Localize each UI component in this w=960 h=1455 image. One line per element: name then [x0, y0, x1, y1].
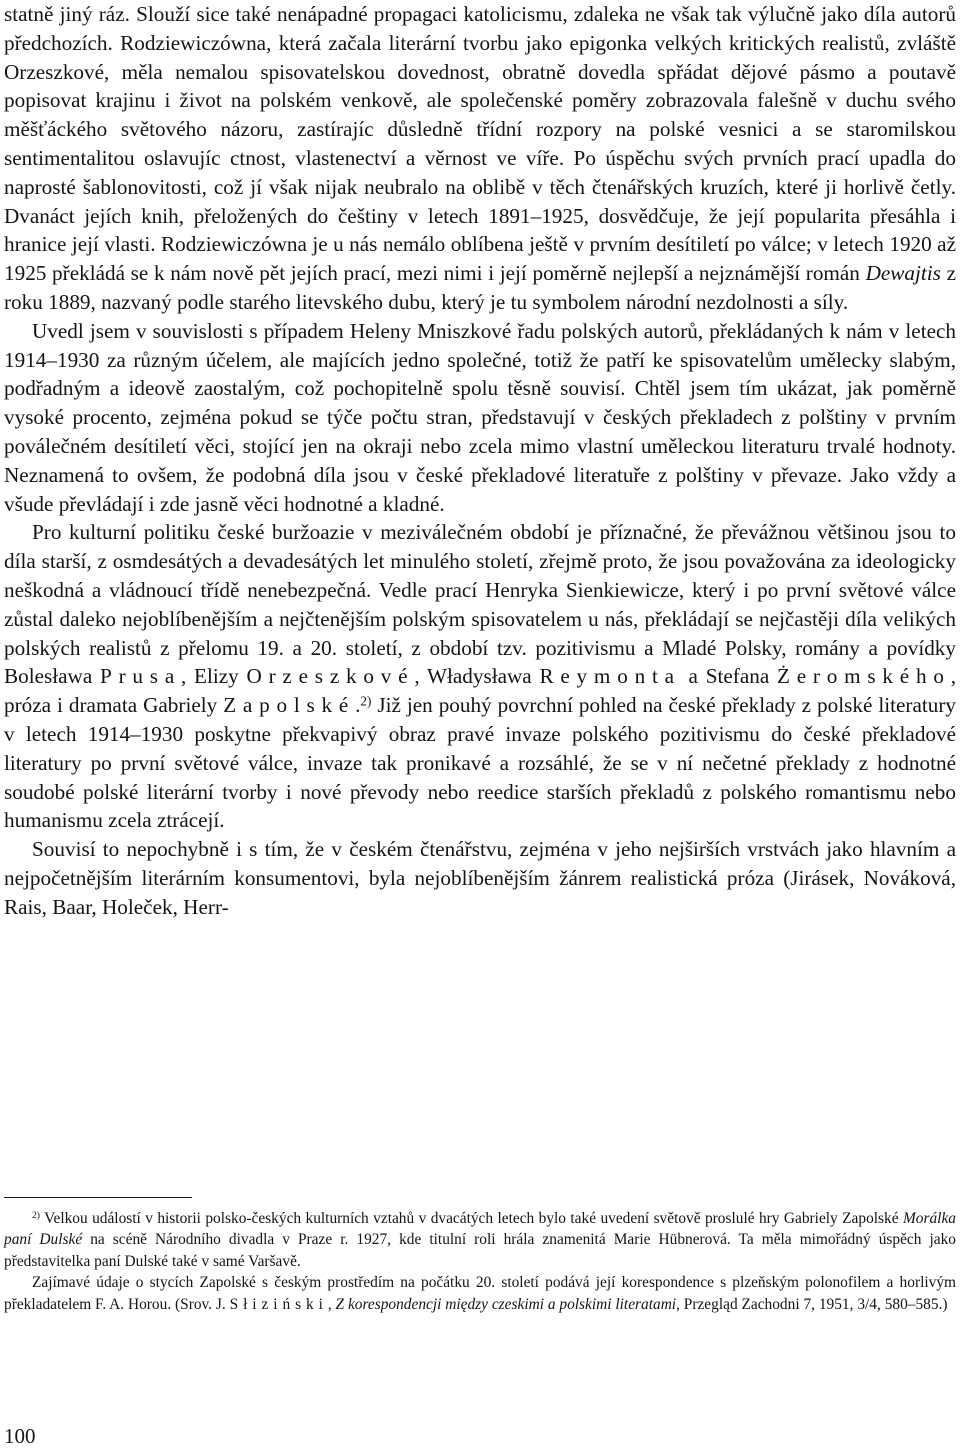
footnote-divider — [4, 1197, 192, 1198]
book-page — [4, 0, 956, 922]
play-title: Morálka paní Dulské — [4, 1210, 956, 1249]
text-run: , 580–585.) — [877, 1295, 948, 1313]
footnotes — [4, 1208, 956, 1315]
author-name: Orzeszkové — [246, 664, 415, 689]
page-number: 100 — [4, 1424, 36, 1448]
footnote-marker: 2) — [32, 1210, 40, 1222]
text-run: statně jiný ráz. Slouží sice také nenápadné propagaci katolicismu, zdaleka ne však tak výlučně jako díla autorů předchozích. Rodziewiczówna, která začala literární tvorbu jako epigonka velkých kritických realistů, zvláště Orzeszkové, měla nemalou spisovatelskou dovednost, obratně dovedla spřádat dějové pásmo a poutavě popisovat krajinu i život na polském venkově, ale společenské poměry zobrazovala falešně v duchu svého měšťáckého světového názoru, zastírajíc důsledně třídní rozpory na polské vesnici a se staromilskou sentimentalitou oslavujíc ctnost, vlastenectví a věrnost ve víře. Po úspěchu svých prvních prací upadla do naprosté šablonovitosti, což jí však nijak neubralo na oblibě v těch čtenářských kruzích, které ji horlivě četly. Dvanáct jejích knih, přeložených do češtiny v letech 1891–1925, dosvědčuje, že její popularita přesáhla i hranice její vlasti. Rodziewiczówna je u nás nemálo oblíbena ještě v prvním desítiletí po válce; v letech 1920 až 1925 překládá se k nám nově pět jejích prací, mezi nimi i její poměrně nejlepší a nejznámější román — [4, 2, 956, 286]
footnote-reference: 2) — [360, 693, 372, 709]
text-run: Zajímavé údaje o stycích Zapolské s českým prostředím na počátku 20. století podává její korespondence s plzeňským polonofilem a horlivým překladatelem F. A. Horou. (Srov. J. — [4, 1274, 956, 1313]
author-name: Reymonta — [539, 664, 681, 689]
text-run: , Przegląd Zachodni 7, 1951, — [676, 1295, 858, 1313]
author-name: Żeromského — [776, 664, 951, 689]
author-name: Słiziński — [229, 1295, 328, 1313]
author-name: Prusa — [100, 664, 182, 689]
text-run: Pro kulturní politiku české buržoazie v meziválečném období je příznačné, že převážnou většinou jsou to díla starší, z osmdesátých a devadesátých let minulého století, zřejmě proto, že jsou považována za ideologicky neškodná a vládnoucí třídě nenebezpečná. Vedle prací Henryka Sienkiewicze, který i po první světové válce zůstal daleko nejoblíbenějším a nejčtenějším polským spisovatelem u nás, překládají se nejčastěji díla velikých polských realistů z přelomu 19. a 20. století, z období tzv. pozitivismu a Mladé Polsky, romány a povídky Bolesława — [4, 520, 956, 689]
footnote — [4, 1208, 956, 1272]
article-title: Z korespondencji między czeskimi a polskimi literatami — [335, 1295, 677, 1313]
text-run: . — [355, 693, 361, 718]
text-run: Již jen pouhý povrchní pohled na české překlady z polské literatury v letech 1914–1930 poskytne překvapivý obraz pravé invaze polského pozitivismu do české překladové literatury po první světové válce, invaze tak pronikavé a rozsáhlé, že se v ní nečetné překlady z hodnotné soudobé polské literární tvorby i nové převody nebo reedice starších překladů z polského romantismu nebo humanismu zcela ztrácejí. — [4, 693, 956, 833]
text-run: , Elizy — [181, 664, 247, 689]
text-run: , próza i dramata Gabriely — [4, 664, 957, 718]
text-run: na scéně Národního divadla v Praze r. 1927, kde titulní roli hrála znamenitá Marie Hübnerová. Ta měla mimořádný úspěch jako představitelka paní Dulské také v samé Varšavě. — [4, 1231, 956, 1270]
paragraph — [4, 518, 956, 835]
paragraph: Souvisí to nepochybně i s tím, že v českém čtenářstvu, zejména v jeho nejširších vrstvách jako hlavním a nejpočetnějším literárním konsumentovi, byla nejoblíbenějším žánrem realistická próza (Jirásek, Nováková, Rais, Baar, Holeček, Herr- — [4, 837, 956, 919]
paragraph — [4, 0, 956, 317]
issue-number: 3/4 — [857, 1295, 877, 1313]
text-run: z roku 1889, nazvaný podle starého litevského dubu, který je tu symbolem národní nezdolnosti a síly. — [4, 261, 956, 314]
main-text — [4, 0, 956, 922]
text-run: , — [327, 1295, 336, 1313]
text-run: , Władysława — [414, 664, 540, 689]
footnote-continuation — [4, 1272, 956, 1315]
paragraph: Uvedl jsem v souvislosti s případem Heleny Mniszkové řadu polských autorů, překládaných k nám v letech 1914–1930 za různým účelem, ale majících jedno společné, totiž že patří ke spisovatelům umělecky slabým, podřadným a ideově zaostalým, což pochopitelně spolu těsně souvisí. Chtěl jsem tím ukázat, jak poměrně vysoké procento, zejména pokud se týče počtu stran, představují v českých překladech z polštiny v prvním poválečném desítiletí věci, stojící jen na okraji nebo zcela mimo vlastní uměleckou literaturu trvalé hodnoty. Neznamená to ovšem, že podobná díla jsou v české překladové literatuře z polštiny v převaze. Jako vždy a všude převládají i zde jasně věci hodnotné a kladné. — [4, 318, 956, 516]
author-name: Zapolské — [223, 693, 356, 718]
text-run: Velkou událostí v historii polsko-českých kulturních vztahů v dvacátých letech bylo také uvedení světově proslulé hry Gabriely Zapolské — [39, 1210, 903, 1227]
novel-title: Dewajtis — [865, 261, 941, 286]
text-run: a Stefana — [680, 664, 777, 689]
